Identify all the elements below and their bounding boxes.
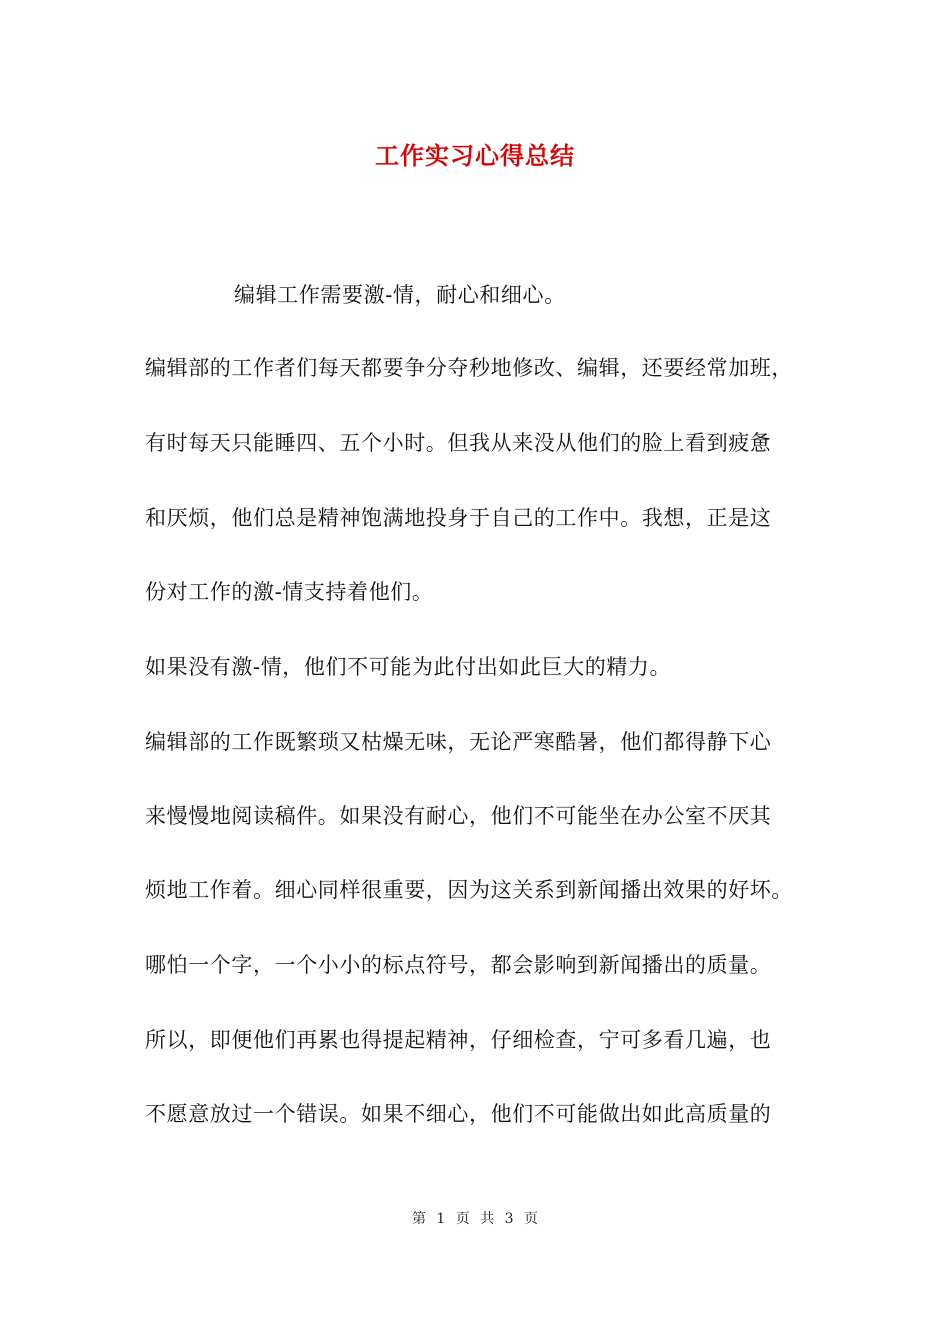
paragraph-line: 如果没有激-情，他们不可能为此付出如此巨大的精力。 xyxy=(145,655,672,679)
paragraph-line: 烦地工作着。细心同样很重要，因为这关系到新闻播出效果的好坏。 xyxy=(145,878,793,902)
paragraph-line: 有时每天只能睡四、五个小时。但我从来没从他们的脸上看到疲惫 xyxy=(145,431,772,455)
paragraph-line: 来慢慢地阅读稿件。如果没有耐心，他们不可能坐在办公室不厌其 xyxy=(145,804,772,828)
paragraph-line: 和厌烦，他们总是精神饱满地投身于自己的工作中。我想，正是这 xyxy=(145,506,772,530)
paragraph-line: 编辑部的工作者们每天都要争分夺秒地修改、编辑，还要经常加班， xyxy=(145,356,793,380)
paragraph-line: 所以，即便他们再累也得提起精神，仔细检查，宁可多看几遍，也 xyxy=(145,1028,772,1052)
paragraph-line: 份对工作的激-情支持着他们。 xyxy=(145,580,434,604)
paragraph-line: 编辑部的工作既繁琐又枯燥无味，无论严寒酷暑，他们都得静下心 xyxy=(145,730,772,754)
page-number-footer: 第 1 页 共 3 页 xyxy=(411,1211,539,1227)
paragraph-line: 哪怕一个字，一个小小的标点符号，都会影响到新闻播出的质量。 xyxy=(145,953,772,977)
paragraph-line: 编辑工作需要激-情，耐心和细心。 xyxy=(234,283,566,307)
document-title: 工作实习心得总结 xyxy=(375,141,575,170)
paragraph-line: 不愿意放过一个错误。如果不细心，他们不可能做出如此高质量的 xyxy=(145,1102,772,1126)
